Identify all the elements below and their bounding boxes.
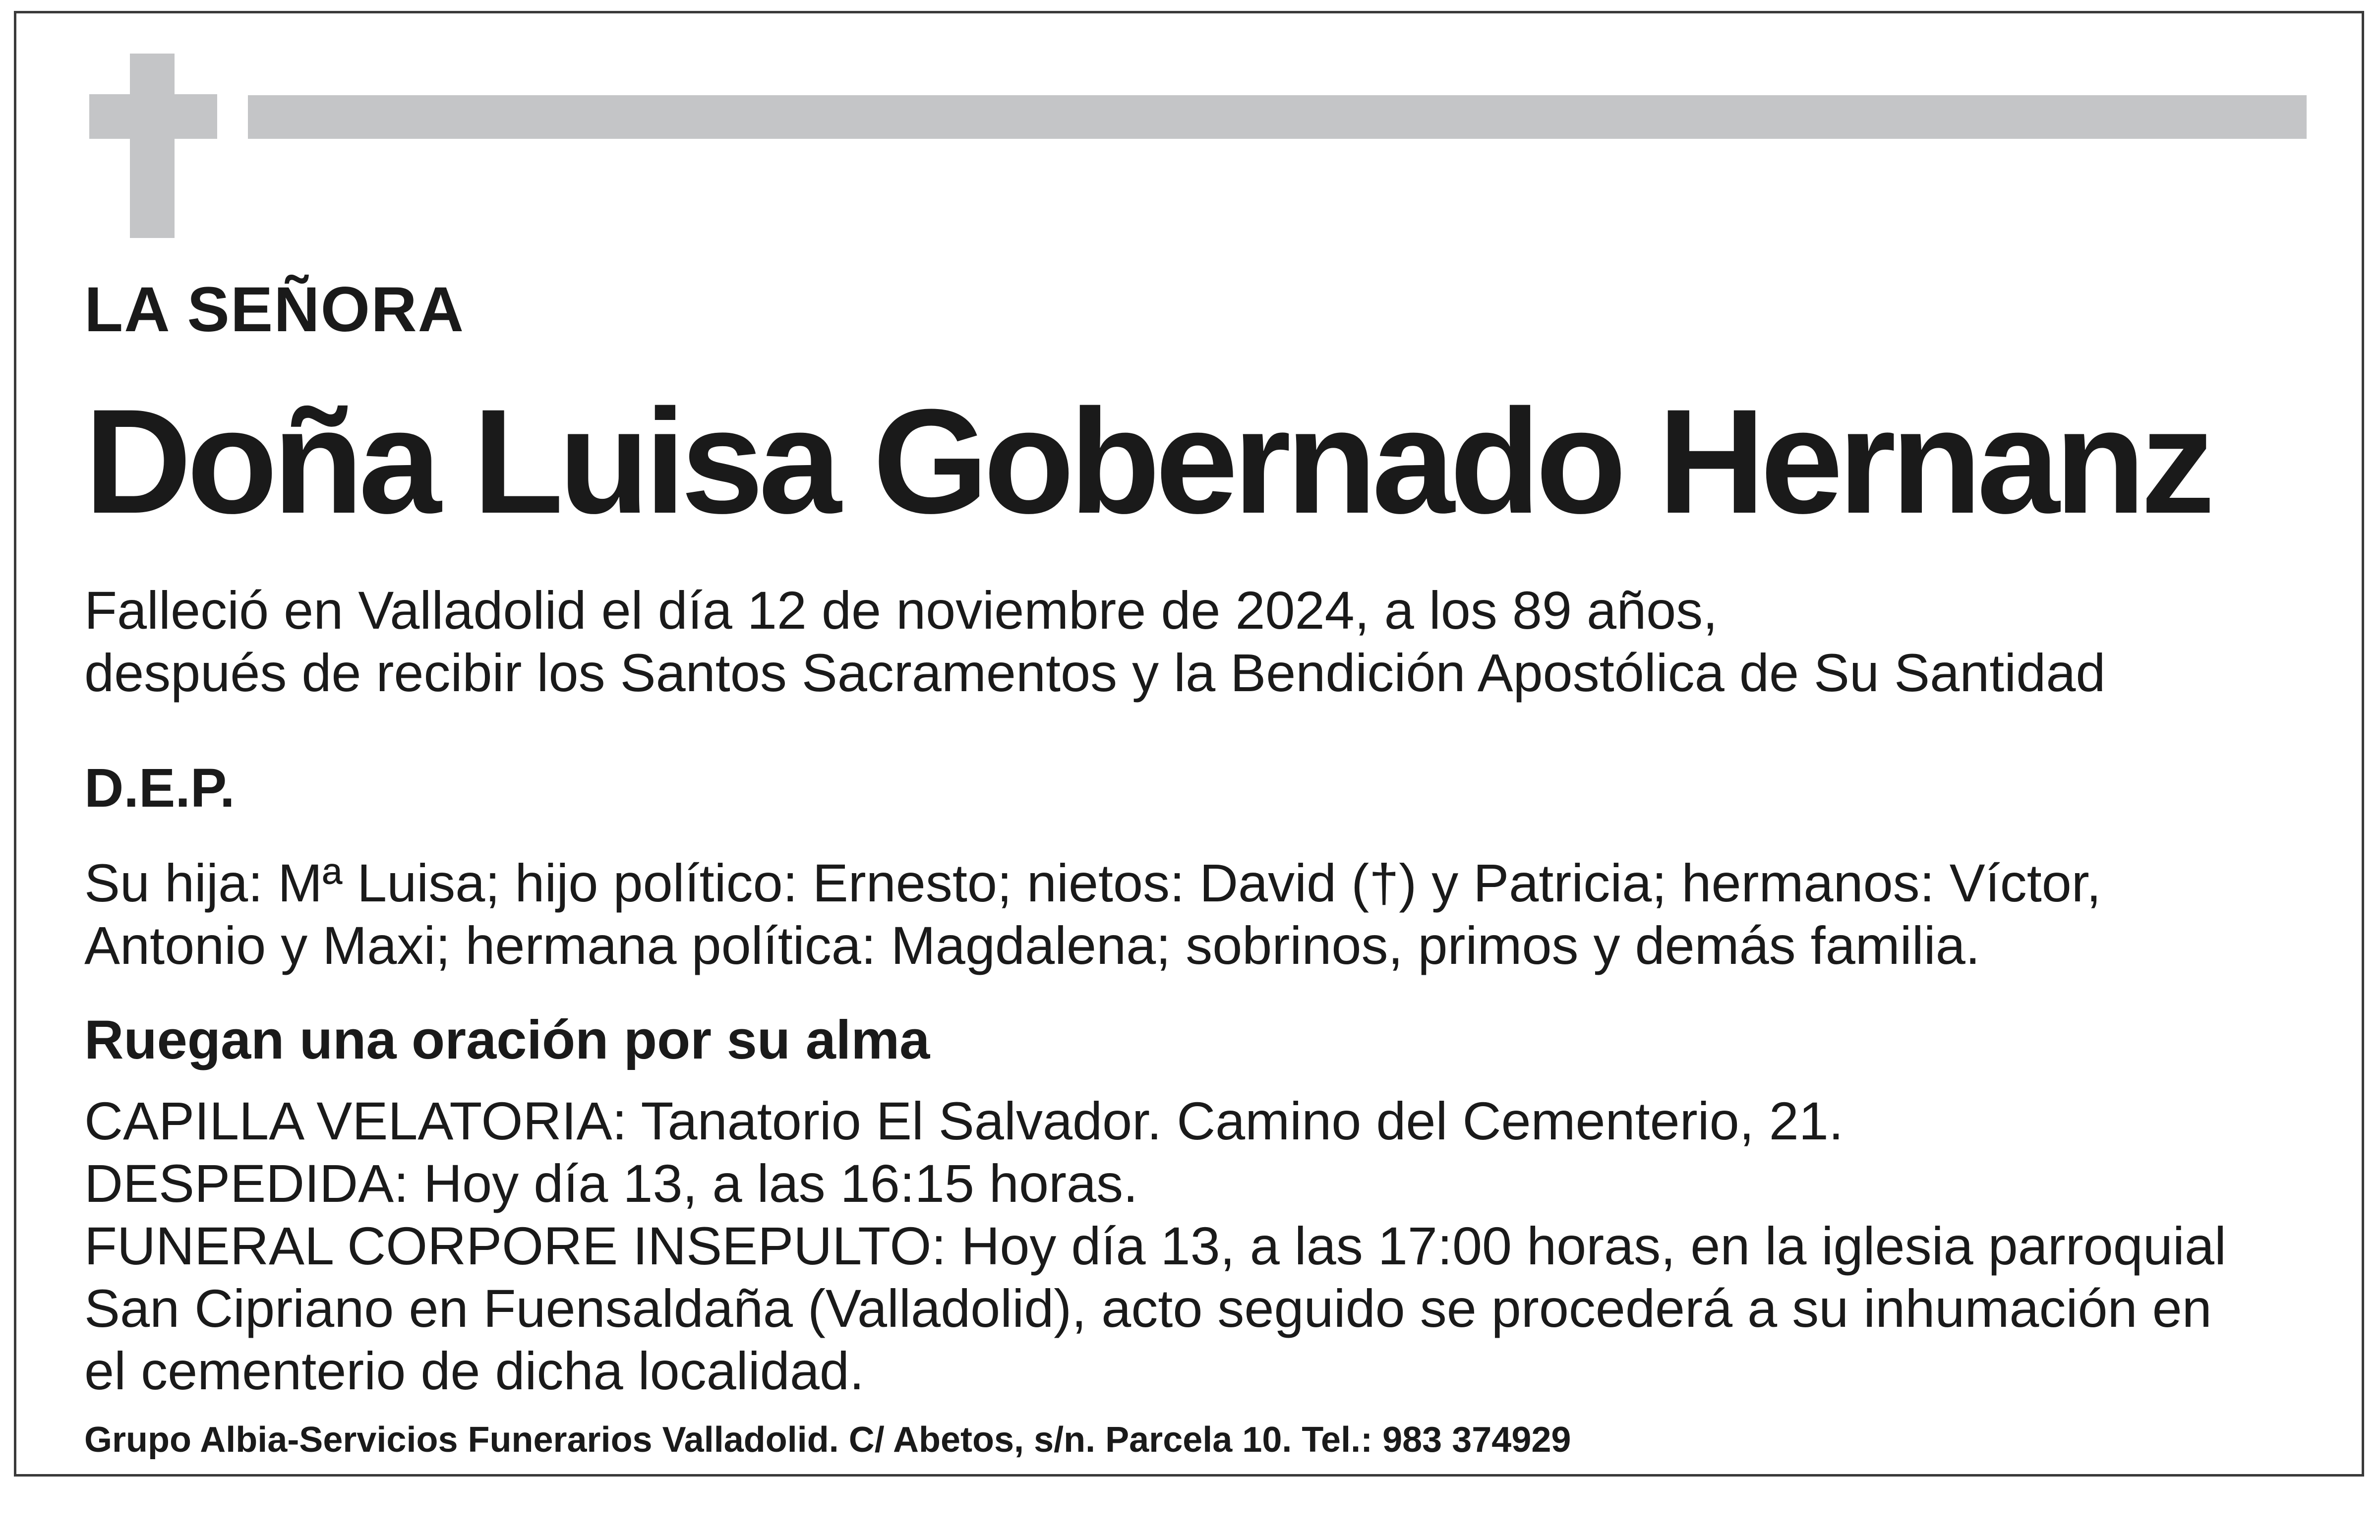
decease-line: Falleció en Valladolid el día 12 de noviembre de 2024, a los 89 años, — [84, 580, 1718, 640]
decease-line: después de recibir los Santos Sacramentos y la Bendición Apostólica de Su Santidad — [84, 643, 2106, 703]
funeral-home-footer: Grupo Albia-Servicios Funerarios Valladolid. C/ Abetos, s/n. Parcela 10. Tel.: 983 374929 — [84, 1420, 1571, 1460]
service-line: el cementerio de dicha localidad. — [84, 1341, 864, 1401]
rip-label: D.E.P. — [84, 758, 235, 819]
deceased-name: Doña Luisa Gobernado Hernanz — [84, 378, 2210, 544]
prayer-request: Ruegan una oración por su alma — [84, 1009, 930, 1070]
family-line: Su hija: Mª Luisa; hijo político: Ernesto; nietos: David (†) y Patricia; hermanos: Víctor, — [84, 853, 2101, 913]
header-rule — [248, 95, 2307, 139]
family-line: Antonio y Maxi; hermana política: Magdalena; sobrinos, primos y demás familia. — [84, 915, 1980, 975]
lead-title: LA SEÑORA — [84, 274, 465, 345]
cross-vertical-bar — [130, 54, 175, 238]
services-paragraph — [84, 1090, 2226, 1402]
service-line: CAPILLA VELATORIA: Tanatorio El Salvador. Camino del Cementerio, 21. — [84, 1091, 1844, 1151]
decease-paragraph — [84, 579, 2105, 704]
service-line: DESPEDIDA: Hoy día 13, a las 16:15 horas. — [84, 1153, 1138, 1213]
cross-horizontal-bar — [89, 94, 217, 139]
service-line: FUNERAL CORPORE INSEPULTO: Hoy día 13, a las 17:00 horas, en la iglesia parroquial — [84, 1216, 2226, 1276]
service-line: San Cipriano en Fuensaldaña (Valladolid), acto seguido se procederá a su inhumación en — [84, 1278, 2212, 1338]
family-paragraph — [84, 852, 2101, 977]
